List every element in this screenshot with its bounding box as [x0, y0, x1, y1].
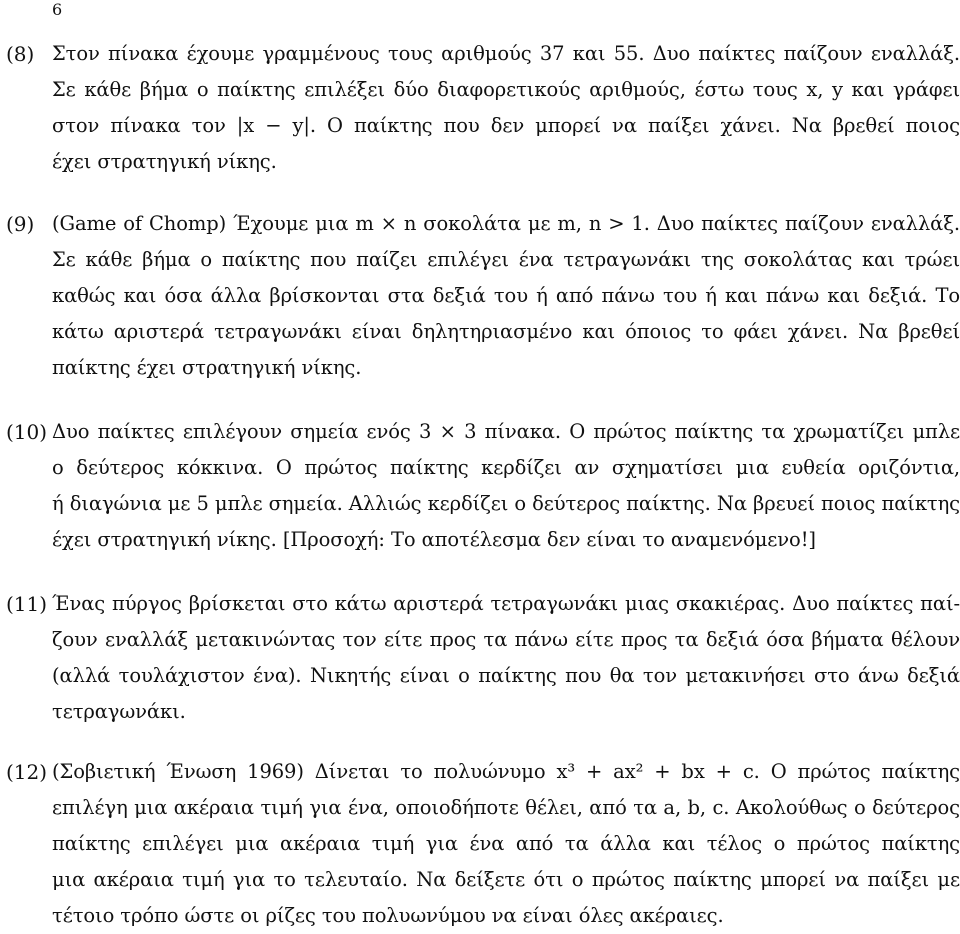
text-line: Στον πίνακα έχουμε γραμμένους τους αριθμούς 37 και 55. Δυο παίκτες παίζουν εναλλάξ. [52, 42, 960, 65]
text-line: Δυο παίκτες επιλέγουν σημεία ενός 3 × 3 πίνακα. Ο πρώτος παίκτης τα χρωματίζει μπλε [52, 420, 960, 443]
problem-8 [6, 36, 960, 180]
text-line: στον πίνακα τον |x − y|. Ο παίκτης που δεν μπορεί να παίξει χάνει. Να βρεθεί ποιος [52, 114, 960, 137]
text-line: (αλλά τουλάχιστον ένα). Νικητής είναι ο παίκτης που θα τον μετακινήσει στο άνω δεξιά [52, 664, 960, 687]
problem-number: (9) [6, 212, 35, 236]
problem-text [52, 414, 960, 558]
text-line: μια ακέραια τιμή για το τελευταίο. Να δείξετε ότι ο πρώτος παίκτης μπορεί να παίξει με [52, 868, 960, 891]
text-line: Σε κάθε βήμα ο παίκτης που παίζει επιλέγει ένα τετραγωνάκι της σοκολάτας και τρώει [52, 248, 960, 271]
problem-text [52, 36, 960, 180]
problem-text [52, 206, 960, 386]
text-line: κάτω αριστερά τετραγωνάκι είναι δηλητηριασμένο και όποιος το φάει χάνει. Να βρεθεί [52, 320, 960, 343]
text-line: τετραγωνάκι. [52, 700, 186, 723]
text-line: παίκτης επιλέγει μια ακέραια τιμή για ένα από τα άλλα και τέλος ο πρώτος παίκτης [52, 832, 960, 855]
text-line: ζουν εναλλάξ μετακινώντας τον είτε προς τα πάνω είτε προς τα δεξιά όσα βήματα θέλουν [52, 628, 960, 651]
problem-12 [6, 754, 960, 934]
problem-number: (8) [6, 42, 35, 66]
text-line: έχει στρατηγική νίκης. [Προσοχή: Το αποτέλεσμα δεν είναι το αναμενόμενο!] [52, 528, 816, 551]
problem-9 [6, 206, 960, 386]
problem-number: (12) [6, 760, 48, 784]
text-line: παίκτης έχει στρατηγική νίκης. [52, 356, 362, 379]
problem-number: (11) [6, 592, 48, 616]
text-line: (Game of Chomp) Έχουμε μια m × n σοκολάτα με m, n > 1. Δυο παίκτες παίζουν εναλλάξ. [52, 212, 960, 235]
text-line: (Σοβιετική Ένωση 1969) Δίνεται το πολυώνυμο x³ + ax² + bx + c. Ο πρώτος παίκτης [52, 760, 960, 783]
problem-number: (10) [6, 420, 48, 444]
text-line: έχει στρατηγική νίκης. [52, 150, 277, 173]
text-line: Σε κάθε βήμα ο παίκτης επιλέξει δύο διαφορετικούς αριθμούς, έστω τους x, y και γράφει [52, 78, 960, 101]
problem-10 [6, 414, 960, 558]
problem-text [52, 586, 960, 730]
text-line: καθώς και όσα άλλα βρίσκονται στα δεξιά του ή από πάνω του ή και πάνω και δεξιά. Το [52, 284, 960, 307]
text-line: τέτοιο τρόπο ώστε οι ρίζες του πολυωνύμου να είναι όλες ακέραιες. [52, 904, 724, 927]
problem-11 [6, 586, 960, 730]
text-line: ή διαγώνια με 5 μπλε σημεία. Αλλιώς κερδίζει ο δεύτερος παίκτης. Να βρευεί ποιος παίκτης [52, 492, 960, 515]
page-number: 6 [52, 0, 63, 19]
text-line: επιλέγη μια ακέραια τιμή για ένα, οποιοδήποτε θέλει, από τα a, b, c. Ακολούθως ο δεύτερος [52, 796, 960, 819]
problem-text [52, 754, 960, 934]
text-line: ο δεύτερος κόκκινα. Ο πρώτος παίκτης κερδίζει αν σχηματίσει μια ευθεία οριζόντια, [52, 456, 960, 479]
text-line: Ένας πύργος βρίσκεται στο κάτω αριστερά τετραγωνάκι μιας σκακιέρας. Δυο παίκτες παί- [52, 592, 960, 615]
